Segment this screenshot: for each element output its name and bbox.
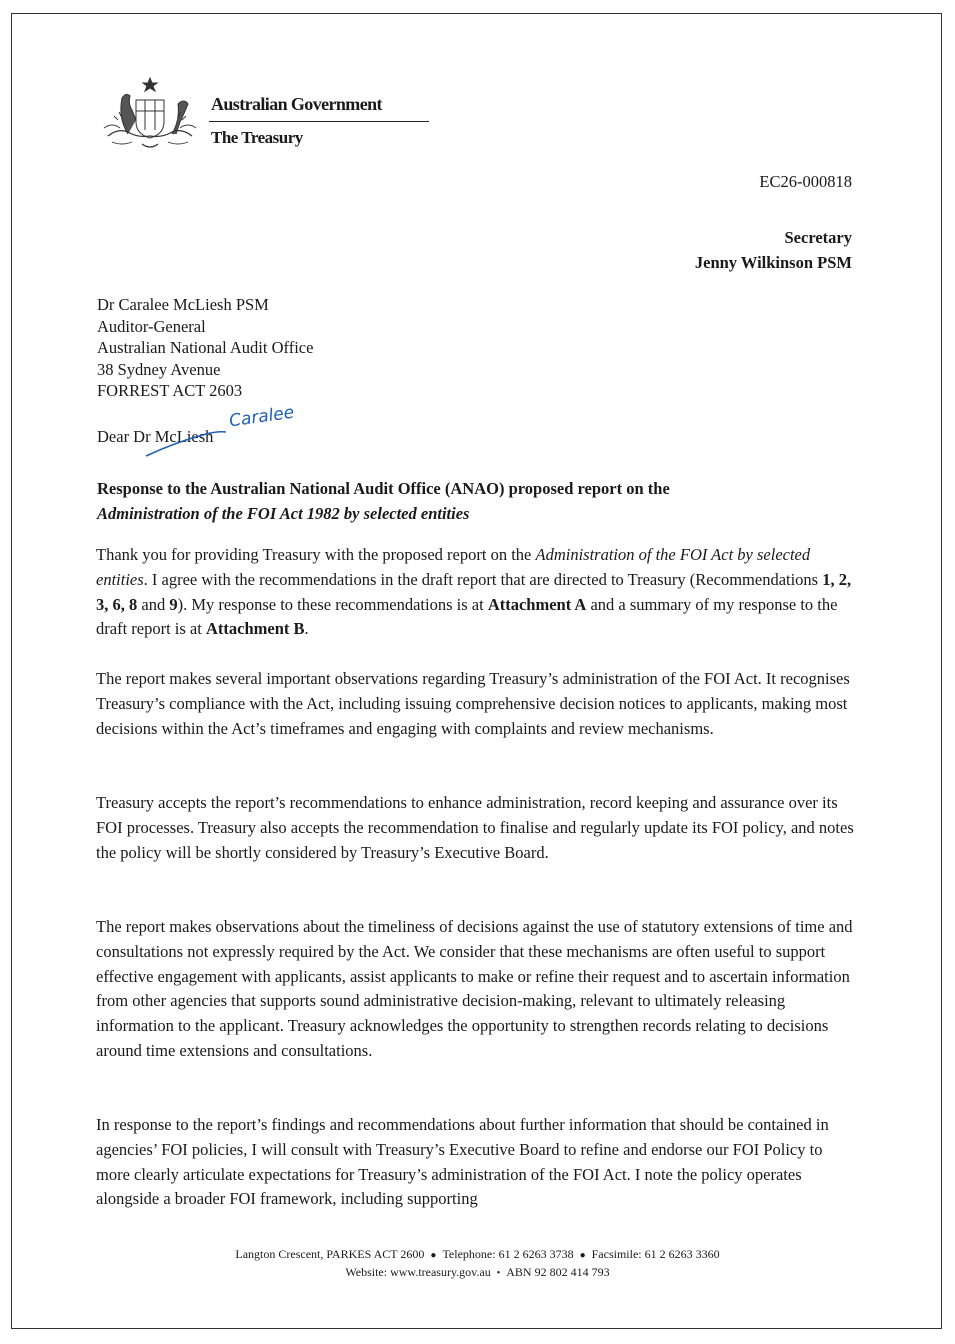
footer-address: Langton Crescent, PARKES ACT 2600 bbox=[235, 1247, 425, 1261]
p1-recommendation-9: 9 bbox=[169, 594, 178, 614]
coat-of-arms-logo bbox=[98, 74, 202, 154]
sender-block bbox=[695, 225, 852, 275]
sender-title: Secretary bbox=[784, 228, 852, 247]
p1-text-i: and a summary of my response to the draft report is at bbox=[96, 594, 838, 639]
salutation-prefix: Dear Dr bbox=[97, 427, 155, 446]
recipient-organisation: Australian National Audit Office bbox=[97, 338, 314, 358]
department-name: The Treasury bbox=[211, 128, 303, 147]
footer-line-2: Website: www.treasury.gov.au • ABN 92 802 414 793 bbox=[345, 1265, 610, 1279]
paragraph-1 bbox=[96, 543, 856, 642]
salutation-surname: McLiesh bbox=[154, 427, 214, 446]
recipient-address bbox=[97, 294, 313, 402]
p1-report-title: Administration of the FOI Act by selected entities bbox=[96, 545, 811, 589]
p1-text-g: ). My response to these recommendations is at bbox=[177, 594, 488, 614]
paragraph-4: The report makes observations about the timeliness of decisions against the use of statutory extensions of time and consultations not expressly required by the Act. We consider that these mechanisms are often useful to support effective engagement with applicants, assist applicants to make or refine their request and to ascertain information from other agencies that supports sound administrative decision-making, relevant to ultimately releasing information to the applicant. Treasury acknowledges the opportunity to strengthen records relating to decisions around time extensions and consultations. bbox=[96, 917, 853, 1060]
paragraph-3: Treasury accepts the report’s recommendations to enhance administration, record keeping and assurance over its FOI processes. Treasury also accepts the recommendation to finalise and regularly update its FOI policy, and notes the policy will be shortly considered by Treasury’s Executive Board. bbox=[96, 793, 854, 862]
letterhead bbox=[98, 74, 438, 154]
government-name: Australian Government bbox=[211, 94, 382, 114]
handwritten-correction: Caralee bbox=[227, 402, 296, 432]
p1-attachment-b: Attachment B bbox=[205, 619, 305, 639]
recipient-locality: FORREST ACT 2603 bbox=[97, 381, 243, 401]
p1-text-c: . I agree with the recommendations in the draft report that are directed to Treasury (Recommendations bbox=[143, 569, 823, 589]
sender-name: Jenny Wilkinson PSM bbox=[694, 253, 852, 272]
subject-line-1: Response to the Australian National Audit Office (ANAO) proposed report on the bbox=[97, 479, 670, 498]
footer-website: Website: www.treasury.gov.au bbox=[345, 1265, 491, 1279]
paragraph-5: In response to the report’s findings and recommendations about further information that should be contained in agencies’ FOI policies, I will consult with Treasury’s Executive Board to refine and endorse our FOI Policy to more clearly articulate expectations for Treasury’s administration of the FOI Act. I note the policy operates alongside a broader FOI framework, including supporting bbox=[96, 1115, 829, 1209]
subject-line-2: Administration of the FOI Act 1982 by selected entities bbox=[97, 504, 470, 523]
letterhead-divider bbox=[209, 121, 429, 122]
p1-text-a: Thank you for providing Treasury with the proposed report on the bbox=[96, 545, 536, 564]
subject-heading bbox=[97, 476, 857, 526]
footer-abn: ABN 92 802 414 793 bbox=[506, 1265, 610, 1279]
recipient-street: 38 Sydney Avenue bbox=[97, 359, 221, 379]
p1-text-k: . bbox=[304, 619, 309, 639]
paragraph-2: The report makes several important observations regarding Treasury’s administration of the FOI Act. It recognises Treasury’s compliance with the Act, including issuing comprehensive decision notices to applicants, making most decisions within the Act’s timeframes and engaging with complaints and review mechanisms. bbox=[96, 669, 850, 738]
letter-footer bbox=[0, 1246, 955, 1282]
recipient-position: Auditor-General bbox=[97, 316, 206, 336]
footer-facsimile: Facsimile: 61 2 6263 3360 bbox=[591, 1247, 720, 1261]
reference-number: EC26-000818 bbox=[759, 172, 852, 191]
footer-line-1: Langton Crescent, PARKES ACT 2600 ● Telephone: 61 2 6263 3738 ● Facsimile: 61 2 6263 3360 bbox=[235, 1247, 720, 1261]
footer-telephone: Telephone: 61 2 6263 3738 bbox=[442, 1247, 574, 1261]
handwritten-strikethrough bbox=[140, 418, 240, 460]
p1-recommendations: 1, 2, 3, 6, 8 bbox=[96, 569, 852, 614]
p1-attachment-a: Attachment A bbox=[487, 594, 587, 614]
p1-text-e: and bbox=[137, 594, 170, 614]
recipient-name: Dr Caralee McLiesh PSM bbox=[97, 295, 269, 314]
